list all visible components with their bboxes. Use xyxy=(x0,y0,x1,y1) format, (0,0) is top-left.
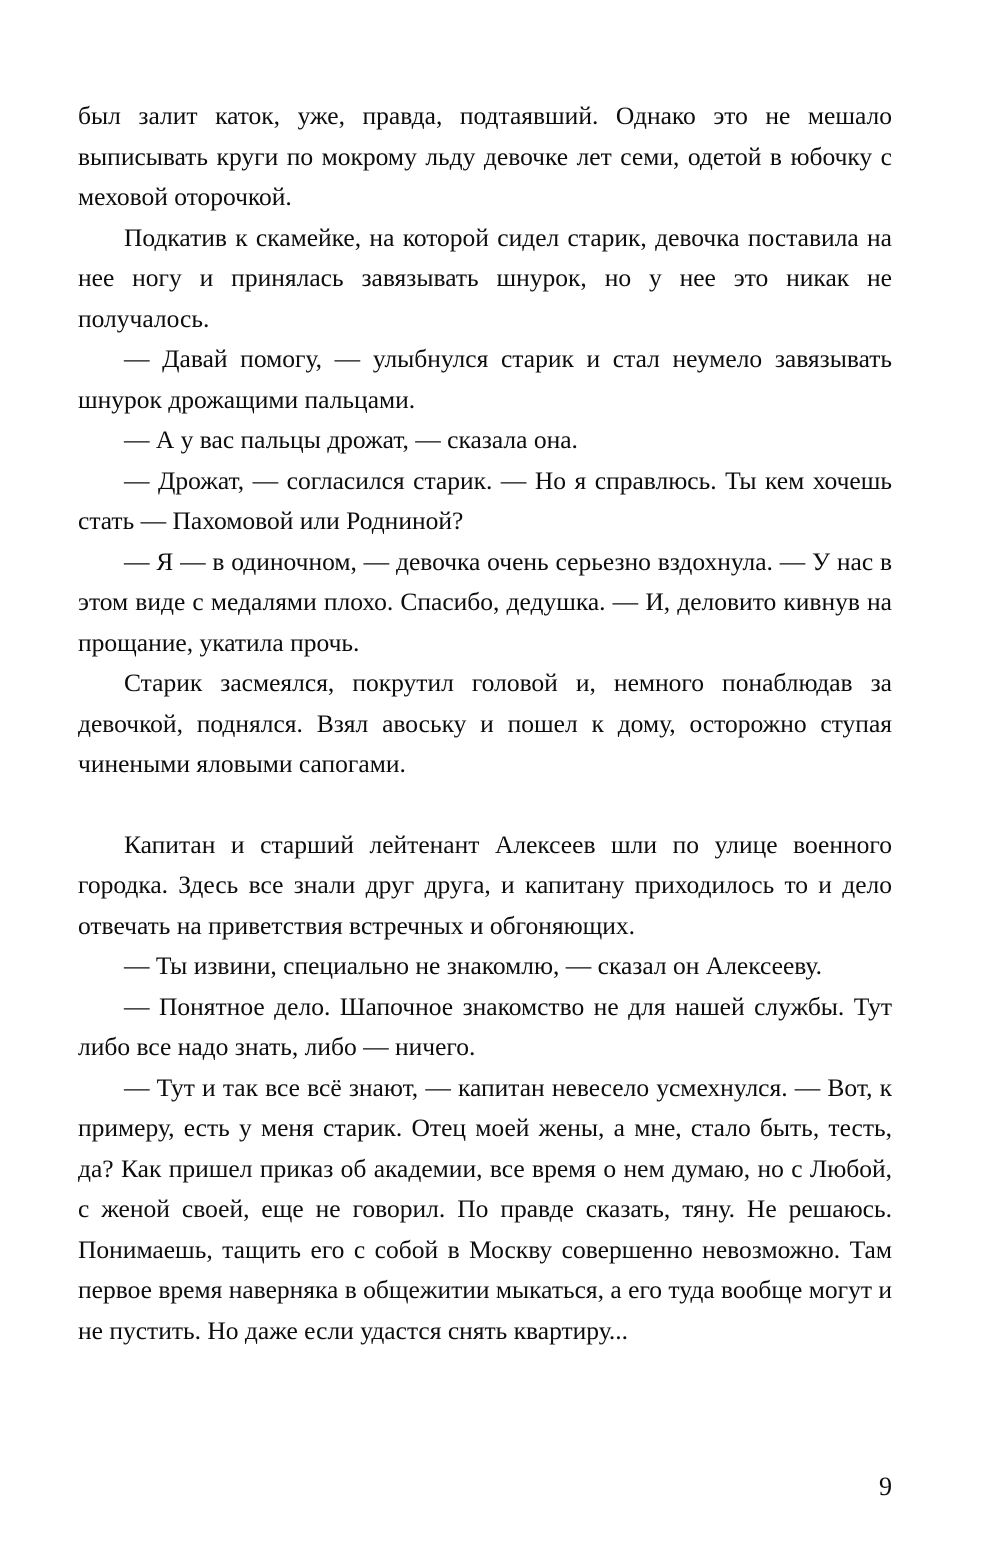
paragraph: — Понятное дело. Шапочное знакомство не для нашей службы. Тут либо все надо знать, либо — ничего. xyxy=(78,991,892,1061)
paragraph: был залит каток, уже, правда, подтаявший. Однако это не мешало выписывать круги по мокрому льду девочке лет семи, одетой в юбочку с меховой оторочкой. xyxy=(78,101,892,211)
paragraph: Подкатив к скамейке, на которой сидел старик, девочка поставила на нее ногу и принялась завязывать шнурок, но у нее это никак не получалось. xyxy=(78,222,892,333)
paragraph: — Я — в одиночном, — девочка очень серьезно вздохнула. — У нас в этом виде с медалями плохо. Спасибо, дедушка. — И, деловито кивнув на прощание, укатила прочь. xyxy=(78,546,892,657)
page-body-bottom xyxy=(78,825,892,1352)
page-number: 9 xyxy=(879,1472,892,1501)
paragraph: — Давай помогу, — улыбнулся старик и стал неумело завязывать шнурок дрожащими пальцами. xyxy=(78,344,892,414)
paragraph: — Тут и так все всё знают, — капитан невесело усмехнулся. — Вот, к примеру, есть у меня старик. Отец моей жены, а мне, стало быть, тесть, да? Как пришел приказ об академии, все время о нем думаю, но с Любой, с женой своей, еще не говорил. По правде сказать, тяну. Не решаюсь. Понимаешь, тащить его с собой в Москву совершенно невозможно. Там первое время наверняка в общежитии мыкаться, а его туда вообще могут и не пустить. Но даже если удастся снять квартиру... xyxy=(78,1072,892,1345)
page-body-top xyxy=(78,96,892,785)
section-break xyxy=(78,785,892,825)
paragraph: Капитан и старший лейтенант Алексеев шли по улице военного городка. Здесь все знали друг друга, и капитану приходилось то и дело отвечать на приветствия встречных и обгоняющих. xyxy=(78,829,892,940)
paragraph: — Ты извини, специально не знакомлю, — сказал он Алексееву. xyxy=(124,951,823,980)
paragraph: — Дрожат, — согласился старик. — Но я справлюсь. Ты кем хочешь стать — Пахомовой или Родниной? xyxy=(78,465,892,535)
paragraph: Старик засмеялся, покрутил головой и, немного понаблюдав за девочкой, поднялся. Взял авоську и пошел к дому, осторожно ступая чинеными яловыми сапогами. xyxy=(78,668,892,778)
paragraph: — А у вас пальцы дрожат, — сказала она. xyxy=(124,425,578,454)
